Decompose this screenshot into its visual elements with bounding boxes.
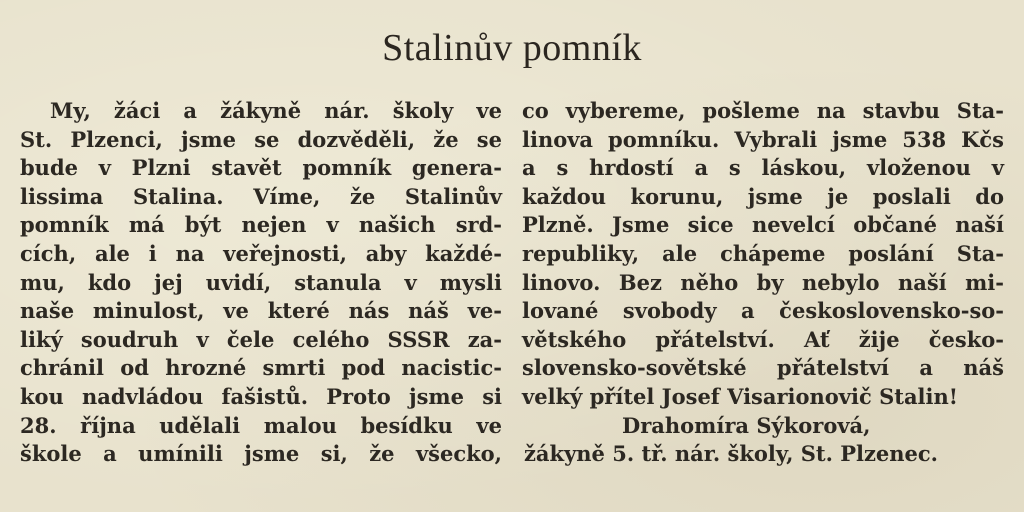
article-column-right — [522, 97, 1004, 469]
article-column-left — [20, 97, 502, 469]
text-line: cích, ale i na veřejnosti, aby každé- — [20, 240, 502, 266]
text-line: každou korunu, jsme je poslali do — [522, 183, 1004, 209]
text-line: 28. října udělali malou besídku ve — [20, 412, 502, 438]
text-line: slovensko-sovětské přátelství a náš — [522, 355, 1004, 381]
text-line: velký přítel Josef Visarionovič Stalin! — [522, 383, 958, 409]
text-line: škole a umínili jsme si, že všecko, — [20, 441, 502, 467]
text-line: bude v Plzni stavět pomník genera- — [20, 155, 502, 181]
text-line: větského přátelství. Ať žije česko- — [522, 326, 1004, 352]
text-line: lissima Stalina. Víme, že Stalinův — [20, 183, 502, 209]
text-line: My, žáci a žákyně nár. školy ve — [50, 98, 502, 123]
column-divider — [511, 100, 512, 480]
text-line: chránil od hrozné smrti pod nacistic- — [20, 355, 502, 381]
text-line: co vybereme, pošleme na stavbu Sta- — [522, 98, 1004, 123]
text-line: a s hrdostí a s láskou, vloženou v — [522, 155, 1004, 181]
text-line: linova pomníku. Vybrali jsme 538 Kčs — [522, 126, 1004, 152]
text-line: linovo. Bez něho by nebylo naší mi- — [522, 269, 1004, 295]
text-line: liký soudruh v čele celého SSSR za- — [20, 326, 502, 352]
text-line: St. Plzenci, jsme se dozvěděli, že se — [20, 126, 502, 152]
text-line: naše minulost, ve které nás náš ve- — [20, 298, 502, 324]
signature-name: Drahomíra Sýkorová, — [622, 412, 871, 438]
text-line: republiky, ale chápeme poslání Sta- — [522, 240, 1004, 266]
text-line: Plzně. Jsme sice nevelcí občané naší — [522, 212, 1004, 238]
text-line: pomník má být nejen v našich srd- — [20, 212, 502, 238]
signature-role: žákyně 5. tř. nár. školy, St. Plzenec. — [524, 441, 938, 467]
text-line: kou nadvládou fašistů. Proto jsme si — [20, 383, 502, 409]
text-line: mu, kdo jej uvidí, stanula v mysli — [20, 269, 502, 295]
article-title: Stalinův pomník — [382, 27, 642, 69]
text-line: lované svobody a československo-so- — [522, 298, 1004, 324]
